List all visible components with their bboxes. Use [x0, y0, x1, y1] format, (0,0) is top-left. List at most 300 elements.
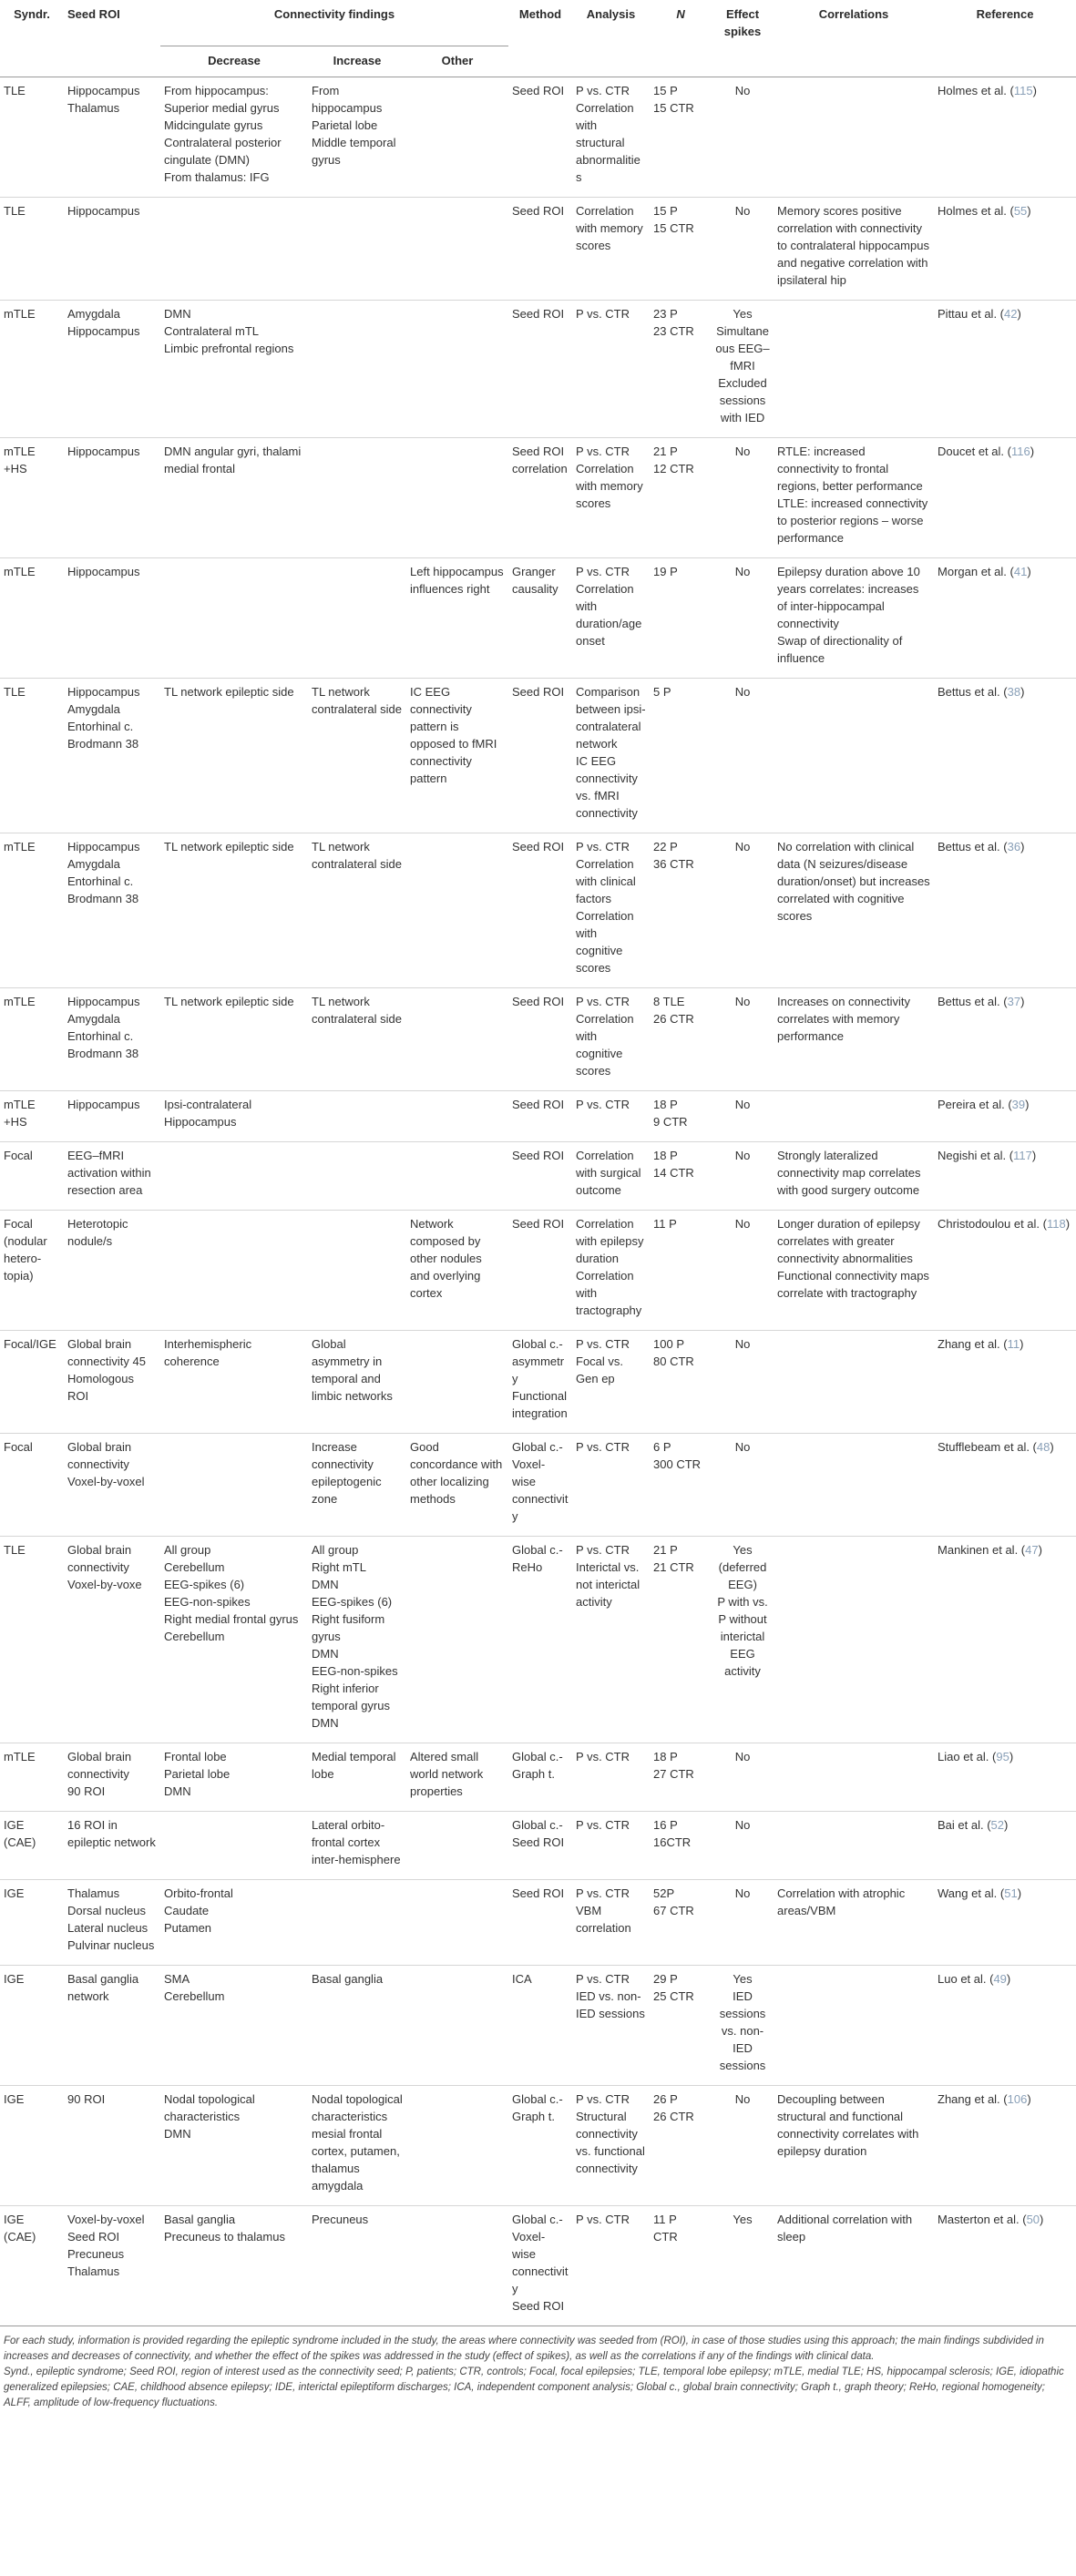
cell-correlations [774, 1091, 934, 1142]
cell-increase: All group Right mTL DMN EEG-spikes (6) Right fusiform gyrus DMN EEG-non-spikes Right inferior temporal gyrus DMN [312, 1543, 398, 1730]
header-other: Other [441, 54, 474, 67]
cell-other: Network composed by other nodules and overlying cortex [410, 1217, 482, 1300]
cell-decrease: DMN angular gyri, thalami medial frontal [164, 445, 302, 475]
cell-other: Left hippocampus influences right [410, 565, 504, 596]
cell-syndrome: IGE [4, 1972, 25, 1986]
cell-syndrome: mTLE +HS [4, 445, 36, 475]
cell-n: 16 P 16CTR [653, 1818, 692, 1849]
cell-method: Seed ROI [512, 1217, 565, 1231]
reference-link[interactable]: 106 [1007, 2092, 1028, 2106]
reference-link[interactable]: 52 [990, 1818, 1005, 1832]
cell-analysis: P vs. CTR VBM correlation [576, 1886, 631, 1935]
cell-method: Seed ROI [512, 84, 565, 97]
cell-effect-spikes: No [734, 1217, 751, 1231]
cell-seed-roi: Hippocampus [67, 445, 140, 458]
cell-reference [934, 2086, 1076, 2206]
cell-other: IC EEG connectivity pattern is opposed to fMRI connectivity pattern [410, 685, 497, 785]
table-row [0, 1434, 1076, 1537]
cell-correlations [774, 1743, 934, 1812]
reference-link[interactable]: 118 [1046, 1217, 1066, 1231]
cell-syndrome: IGE [4, 1886, 25, 1900]
cell-correlations: Increases on connectivity correlates with memory performance [777, 995, 910, 1043]
cell-decrease [160, 198, 308, 301]
reference-author: Doucet et al. ( [938, 445, 1011, 458]
reference-link[interactable]: 47 [1025, 1543, 1039, 1557]
reference-link[interactable]: 42 [1004, 307, 1018, 321]
cell-seed-roi: Global brain connectivity Voxel-by-voxel [67, 1440, 145, 1488]
table-row [0, 301, 1076, 438]
cell-reference [934, 1142, 1076, 1211]
cell-correlations: Strongly lateralized connectivity map correlates with good surgery outcome [777, 1149, 921, 1197]
header-seed-roi: Seed ROI [67, 7, 120, 21]
cell-method: Global c.-Graph t. [512, 2092, 563, 2123]
footnote-abbreviations: Synd., epileptic syndrome; Seed ROI, region of interest used as the connectivity seed; P, patients; CTR, controls; Focal, focal epilepsies; TLE, temporal lobe epilepsy; mTLE, medial TLE; HS, hippocampal sclerosis; IGE, idiopathic generalized epilepsies; CAE, childhood absence epilepsy; IDE, interictal epileptiform discharges; ICA, independent component analysis; Global c., global brain connectivity; Graph t., graph theory; ReHo, regional homogeneity; ALFF, amplitude of low-frequency fluctuations. [4, 2366, 1064, 2408]
cell-syndrome: IGE (CAE) [4, 1818, 36, 1849]
reference-link[interactable]: 36 [1007, 840, 1021, 854]
cell-syndrome: TLE [4, 685, 26, 699]
reference-link[interactable]: 49 [993, 1972, 1007, 1986]
header-method: Method [518, 7, 562, 21]
cell-analysis: P vs. CTR Interictal vs. not interictal activity [576, 1543, 640, 1609]
cell-analysis: Correlation with surgical outcome [576, 1149, 641, 1197]
header-effect-spikes: Effect spikes [723, 7, 762, 38]
cell-increase: Nodal topological characteristics mesial frontal cortex, putamen, thalamus amygdala [312, 2092, 403, 2193]
table-row [0, 988, 1076, 1091]
reference-close-paren: ) [1031, 1149, 1037, 1162]
cell-decrease [160, 1434, 308, 1537]
reference-close-paren: ) [1017, 307, 1021, 321]
cell-method: Granger causality [512, 565, 558, 596]
cell-seed-roi: 16 ROI in epileptic network [67, 1818, 156, 1849]
cell-syndrome: mTLE [4, 1750, 36, 1763]
cell-other: Altered small world network properties [410, 1750, 484, 1798]
cell-seed-roi: Hippocampus Amygdala Entorhinal c. Brodmann 38 [67, 685, 140, 751]
cell-analysis: Correlation with epilepsy duration Correlation with tractography [576, 1217, 644, 1317]
cell-n: 19 P [653, 565, 678, 578]
cell-analysis: Correlation with memory scores [576, 204, 643, 252]
cell-seed-roi: Basal ganglia network [67, 1972, 139, 2003]
cell-analysis: P vs. CTR Correlation with memory scores [576, 445, 643, 510]
cell-seed-roi: Hippocampus Thalamus [67, 84, 140, 115]
cell-correlations: Additional correlation with sleep [777, 2213, 913, 2244]
cell-analysis: P vs. CTR [576, 307, 630, 321]
header-n: N [676, 7, 685, 21]
cell-other [406, 198, 508, 301]
cell-correlations [774, 1537, 934, 1743]
cell-n: 21 P 21 CTR [653, 1543, 694, 1574]
table-row [0, 1142, 1076, 1211]
cell-analysis: P vs. CTR Correlation with structural abnormalities [576, 84, 640, 184]
cell-n: 23 P 23 CTR [653, 307, 694, 338]
table-row [0, 1743, 1076, 1812]
cell-decrease: TL network epileptic side [164, 995, 294, 1008]
cell-n: 5 P [653, 685, 671, 699]
reference-close-paren: ) [1006, 1972, 1011, 1986]
cell-decrease [160, 1812, 308, 1880]
cell-decrease: SMA Cerebellum [164, 1972, 225, 2003]
cell-correlations [774, 1434, 934, 1537]
cell-syndrome: Focal [4, 1149, 33, 1162]
cell-analysis: P vs. CTR [576, 1818, 630, 1832]
cell-other [406, 988, 508, 1091]
cell-effect-spikes: No [734, 995, 751, 1008]
reference-link[interactable]: 38 [1007, 685, 1021, 699]
cell-n: 18 P 9 CTR [653, 1098, 688, 1129]
table-body [0, 77, 1076, 2326]
cell-increase [308, 1142, 406, 1211]
cell-n: 8 TLE 26 CTR [653, 995, 694, 1026]
reference-close-paren: ) [1020, 1337, 1024, 1351]
reference-close-paren: ) [1027, 565, 1031, 578]
cell-method: ICA [512, 1972, 532, 1986]
cell-method: Seed ROI [512, 1149, 565, 1162]
cell-increase: From hippocampus Parietal lobe Middle temporal gyrus [312, 84, 396, 167]
cell-analysis: P vs. CTR Correlation with cognitive scores [576, 995, 634, 1078]
cell-correlations [774, 1812, 934, 1880]
cell-effect-spikes: No [734, 1149, 751, 1162]
cell-analysis: P vs. CTR [576, 1750, 630, 1763]
cell-reference [934, 988, 1076, 1091]
cell-reference [934, 1966, 1076, 2086]
header-syndr: Syndr. [14, 7, 50, 21]
table-row [0, 1880, 1076, 1966]
cell-reference [934, 1091, 1076, 1142]
cell-effect-spikes: No [734, 1440, 751, 1454]
cell-effect-spikes: Yes IED sessions vs. non-IED sessions [719, 1972, 766, 2072]
cell-n: 22 P 36 CTR [653, 840, 694, 871]
reference-link[interactable]: 117 [1013, 1149, 1032, 1162]
reference-close-paren: ) [1025, 1098, 1030, 1111]
cell-other [406, 1537, 508, 1743]
cell-effect-spikes: No [734, 1337, 751, 1351]
cell-increase: Precuneus [312, 2213, 369, 2226]
header-analysis: Analysis [586, 7, 636, 21]
cell-n: 21 P 12 CTR [653, 445, 694, 475]
cell-method: Global c.-Graph t. [512, 1750, 563, 1781]
cell-analysis: P vs. CTR Structural connectivity vs. functional connectivity [576, 2092, 645, 2175]
cell-effect-spikes: No [734, 685, 751, 699]
reference-close-paren: ) [1050, 1440, 1054, 1454]
cell-correlations [774, 1966, 934, 2086]
cell-method: Seed ROI [512, 307, 565, 321]
cell-correlations: Memory scores positive correlation with connectivity to contralateral hippocampus and negative correlation with ipsilateral hip [777, 204, 929, 287]
table-row [0, 1966, 1076, 2086]
cell-seed-roi: Hippocampus Amygdala Entorhinal c. Brodmann 38 [67, 840, 140, 905]
cell-seed-roi: Hippocampus [67, 204, 140, 218]
cell-reference [934, 1434, 1076, 1537]
cell-reference [934, 1331, 1076, 1434]
cell-syndrome: Focal [4, 1440, 33, 1454]
table-row [0, 1812, 1076, 1880]
cell-reference [934, 301, 1076, 438]
cell-decrease: Nodal topological characteristics DMN [164, 2092, 255, 2141]
cell-analysis: P vs. CTR IED vs. non-IED sessions [576, 1972, 645, 2020]
reference-link[interactable]: 116 [1010, 445, 1030, 458]
cell-n: 52P 67 CTR [653, 1886, 694, 1917]
cell-n: 29 P 25 CTR [653, 1972, 694, 2003]
cell-other [406, 77, 508, 198]
cell-effect-spikes: Yes (deferred EEG) P with vs. P without interictal EEG activity [717, 1543, 768, 1678]
cell-syndrome: mTLE [4, 995, 36, 1008]
reference-author: Luo et al. ( [938, 1972, 994, 1986]
cell-increase: Lateral orbito-frontal cortex inter-hemisphere [312, 1818, 401, 1866]
cell-other [406, 1812, 508, 1880]
reference-close-paren: ) [1065, 1217, 1071, 1231]
cell-syndrome: mTLE [4, 307, 36, 321]
cell-increase: TL network contralateral side [312, 840, 402, 871]
cell-other [406, 1880, 508, 1966]
cell-other [406, 1142, 508, 1211]
reference-author: Zhang et al. ( [938, 1337, 1008, 1351]
cell-decrease: Ipsi-contralateral Hippocampus [164, 1098, 252, 1129]
cell-analysis: P vs. CTR [576, 1440, 630, 1454]
header-reference: Reference [976, 7, 1034, 21]
table-row [0, 2086, 1076, 2206]
cell-increase [308, 438, 406, 558]
cell-decrease [160, 1142, 308, 1211]
cell-reference [934, 1812, 1076, 1880]
header-correlations: Correlations [818, 7, 889, 21]
header-decrease: Decrease [208, 54, 261, 67]
reference-close-paren: ) [1027, 204, 1031, 218]
cell-method: Seed ROI [512, 1886, 565, 1900]
cell-method: Seed ROI correlation [512, 445, 568, 475]
reference-link[interactable]: 115 [1013, 84, 1033, 97]
cell-n: 18 P 27 CTR [653, 1750, 694, 1781]
cell-effect-spikes: No [734, 1886, 751, 1900]
reference-author: Bai et al. ( [938, 1818, 991, 1832]
reference-author: Liao et al. ( [938, 1750, 997, 1763]
cell-syndrome: TLE [4, 204, 26, 218]
cell-other [406, 833, 508, 988]
cell-correlations [774, 77, 934, 198]
reference-author: Wang et al. ( [938, 1886, 1005, 1900]
cell-increase [308, 301, 406, 438]
cell-increase [308, 1091, 406, 1142]
table-row [0, 77, 1076, 198]
reference-author: Negishi et al. ( [938, 1149, 1014, 1162]
cell-decrease: From hippocampus: Superior medial gyrus Midcingulate gyrus Contralateral posterior cingulate (DMN) From thalamus: IFG [164, 84, 282, 184]
reference-close-paren: ) [1017, 1886, 1022, 1900]
cell-effect-spikes: Yes Simultaneous EEG–fMRI Excluded sessions with IED [715, 307, 770, 424]
cell-method: Global c.-Voxel-wise connectivity Seed ROI [512, 2213, 569, 2313]
reference-close-paren: ) [1009, 1750, 1014, 1763]
cell-reference [934, 1211, 1076, 1331]
reference-close-paren: ) [1040, 2213, 1044, 2226]
reference-close-paren: ) [1038, 1543, 1042, 1557]
cell-analysis: P vs. CTR [576, 1098, 630, 1111]
cell-method: Seed ROI [512, 685, 565, 699]
cell-correlations: Correlation with atrophic areas/VBM [777, 1886, 906, 1917]
table-row [0, 679, 1076, 833]
cell-reference [934, 77, 1076, 198]
reference-author: Zhang et al. ( [938, 2092, 1008, 2106]
cell-decrease: DMN Contralateral mTL Limbic prefrontal regions [164, 307, 294, 355]
table-row [0, 198, 1076, 301]
reference-close-paren: ) [1004, 1818, 1009, 1832]
cell-analysis: Comparison between ipsi-contralateral network IC EEG connectivity vs. fMRI connectivity [576, 685, 646, 820]
cell-seed-roi: Global brain connectivity 45 Homologous ROI [67, 1337, 146, 1403]
cell-other: Good concordance with other localizing methods [410, 1440, 503, 1506]
reference-author: Holmes et al. ( [938, 84, 1014, 97]
cell-method: Seed ROI [512, 204, 565, 218]
cell-correlations: Epilepsy duration above 10 years correlates: increases of inter-hippocampal connectivity Swap of directionality of influence [777, 565, 920, 665]
cell-correlations: Longer duration of epilepsy correlates with greater connectivity abnormalities Functional connectivity maps correlate with tractography [777, 1217, 929, 1300]
cell-increase: TL network contralateral side [312, 685, 402, 716]
reference-author: Pittau et al. ( [938, 307, 1004, 321]
cell-decrease: Orbito-frontal Caudate Putamen [164, 1886, 233, 1935]
cell-decrease: TL network epileptic side [164, 840, 294, 854]
cell-effect-spikes: No [734, 840, 751, 854]
cell-method: Seed ROI [512, 1098, 565, 1111]
cell-n: 11 P CTR [653, 2213, 678, 2244]
cell-reference [934, 438, 1076, 558]
table-footnote [0, 2326, 1076, 2411]
cell-seed-roi: Hippocampus Amygdala Entorhinal c. Brodmann 38 [67, 995, 140, 1060]
cell-seed-roi: Voxel-by-voxel Seed ROI Precuneus Thalamus [67, 2213, 145, 2278]
reference-link[interactable]: 51 [1004, 1886, 1018, 1900]
cell-correlations: No correlation with clinical data (N seizures/disease duration/onset) but increases correlated with cognitive scores [777, 840, 930, 923]
cell-decrease: Basal ganglia Precuneus to thalamus [164, 2213, 285, 2244]
cell-method: Global c.-ReHo [512, 1543, 563, 1574]
cell-increase [308, 1880, 406, 1966]
cell-reference [934, 1880, 1076, 1966]
cell-reference [934, 198, 1076, 301]
cell-reference [934, 2206, 1076, 2326]
cell-n: 15 P 15 CTR [653, 204, 694, 235]
cell-other [406, 438, 508, 558]
cell-effect-spikes: No [734, 204, 751, 218]
reference-author: Masterton et al. ( [938, 2213, 1027, 2226]
cell-decrease: Interhemispheric coherence [164, 1337, 252, 1368]
cell-effect-spikes: No [734, 84, 751, 97]
cell-seed-roi: Thalamus Dorsal nucleus Lateral nucleus Pulvinar nucleus [67, 1886, 155, 1952]
cell-decrease: TL network epileptic side [164, 685, 294, 699]
cell-decrease: Frontal lobe Parietal lobe DMN [164, 1750, 231, 1798]
cell-n: 26 P 26 CTR [653, 2092, 694, 2123]
cell-increase [308, 198, 406, 301]
cell-reference [934, 679, 1076, 833]
cell-seed-roi: Global brain connectivity Voxel-by-voxe [67, 1543, 142, 1591]
cell-seed-roi: Heterotopic nodule/s [67, 1217, 128, 1248]
cell-effect-spikes: No [734, 2092, 751, 2106]
cell-analysis: P vs. CTR Focal vs. Gen ep [576, 1337, 630, 1385]
cell-increase [308, 558, 406, 679]
cell-increase: Basal ganglia [312, 1972, 384, 1986]
cell-effect-spikes: Yes [733, 2213, 753, 2226]
reference-link[interactable]: 50 [1026, 2213, 1040, 2226]
reference-author: Morgan et al. ( [938, 565, 1014, 578]
cell-other [406, 1091, 508, 1142]
cell-method: Global c.-Seed ROI [512, 1818, 565, 1849]
cell-n: 15 P 15 CTR [653, 84, 694, 115]
cell-method: Seed ROI [512, 840, 565, 854]
cell-other [406, 1331, 508, 1434]
cell-syndrome: Focal/IGE [4, 1337, 56, 1351]
cell-syndrome: mTLE +HS [4, 1098, 36, 1129]
cell-other [406, 1966, 508, 2086]
cell-effect-spikes: No [734, 1098, 751, 1111]
reference-author: Bettus et al. ( [938, 995, 1008, 1008]
cell-decrease [160, 1211, 308, 1331]
reference-close-paren: ) [1030, 445, 1035, 458]
cell-syndrome: Focal (nodular hetero-topia) [4, 1217, 47, 1283]
cell-correlations: Decoupling between structural and functional connectivity correlates with epilepsy duration [777, 2092, 919, 2158]
cell-increase: TL network contralateral side [312, 995, 402, 1026]
reference-author: Bettus et al. ( [938, 840, 1008, 854]
cell-other [406, 2206, 508, 2326]
cell-increase: Global asymmetry in temporal and limbic networks [312, 1337, 393, 1403]
cell-correlations [774, 1331, 934, 1434]
cell-syndrome: TLE [4, 1543, 26, 1557]
table-row [0, 438, 1076, 558]
cell-n: 18 P 14 CTR [653, 1149, 694, 1180]
reference-close-paren: ) [1020, 840, 1025, 854]
cell-effect-spikes: No [734, 445, 751, 458]
cell-syndrome: IGE (CAE) [4, 2213, 36, 2244]
reference-close-paren: ) [1032, 84, 1037, 97]
reference-close-paren: ) [1027, 2092, 1031, 2106]
cell-n: 100 P 80 CTR [653, 1337, 694, 1368]
reference-author: Christodoulou et al. ( [938, 1217, 1047, 1231]
reference-close-paren: ) [1020, 685, 1025, 699]
table-row [0, 833, 1076, 988]
cell-seed-roi: Hippocampus [67, 565, 140, 578]
cell-correlations [774, 301, 934, 438]
reference-author: Pereira et al. ( [938, 1098, 1012, 1111]
cell-method: Seed ROI [512, 995, 565, 1008]
cell-syndrome: mTLE [4, 565, 36, 578]
header-connectivity-findings: Connectivity findings [160, 0, 508, 46]
cell-reference [934, 833, 1076, 988]
cell-other [406, 2086, 508, 2206]
cell-seed-roi: 90 ROI [67, 2092, 106, 2106]
reference-close-paren: ) [1020, 995, 1025, 1008]
cell-effect-spikes: No [734, 1750, 751, 1763]
header-increase: Increase [333, 54, 382, 67]
table-row [0, 1091, 1076, 1142]
cell-effect-spikes: No [734, 565, 751, 578]
reference-link[interactable]: 48 [1036, 1440, 1050, 1454]
cell-seed-roi: Hippocampus [67, 1098, 140, 1111]
reference-link[interactable]: 41 [1013, 565, 1028, 578]
cell-reference [934, 1743, 1076, 1812]
cell-increase [308, 1211, 406, 1331]
reference-link[interactable]: 55 [1013, 204, 1028, 218]
cell-effect-spikes: No [734, 1818, 751, 1832]
footnote-description: For each study, information is provided regarding the epileptic syndrome included in the study, the areas where connectivity was seeded from (ROI), in case of those studies using this approach; the main findings subdivided in increases and decreases of connectivity, and whether the effect of the spikes was addressed in the study (effect of spikes), as well as the correlations if any of the findings with clinical data. [4, 2336, 1044, 2362]
reference-link[interactable]: 37 [1007, 995, 1021, 1008]
cell-reference [934, 1537, 1076, 1743]
table-header-row [0, 0, 1076, 46]
cell-seed-roi: Amygdala Hippocampus [67, 307, 140, 338]
reference-author: Bettus et al. ( [938, 685, 1008, 699]
table-row [0, 558, 1076, 679]
cell-syndrome: TLE [4, 84, 26, 97]
reference-link[interactable]: 95 [996, 1750, 1009, 1763]
cell-correlations [774, 679, 934, 833]
reference-link[interactable]: 39 [1011, 1098, 1026, 1111]
cell-increase: Medial temporal lobe [312, 1750, 396, 1781]
cell-n: 6 P 300 CTR [653, 1440, 702, 1471]
cell-syndrome: mTLE [4, 840, 36, 854]
cell-analysis: P vs. CTR [576, 2213, 630, 2226]
cell-analysis: P vs. CTR Correlation with duration/age onset [576, 565, 642, 648]
cell-reference [934, 558, 1076, 679]
cell-increase: Increase connectivity epileptogenic zone [312, 1440, 382, 1506]
reference-link[interactable]: 11 [1007, 1337, 1020, 1351]
cell-method: Global c.-asymmetry Functional integration [512, 1337, 568, 1420]
